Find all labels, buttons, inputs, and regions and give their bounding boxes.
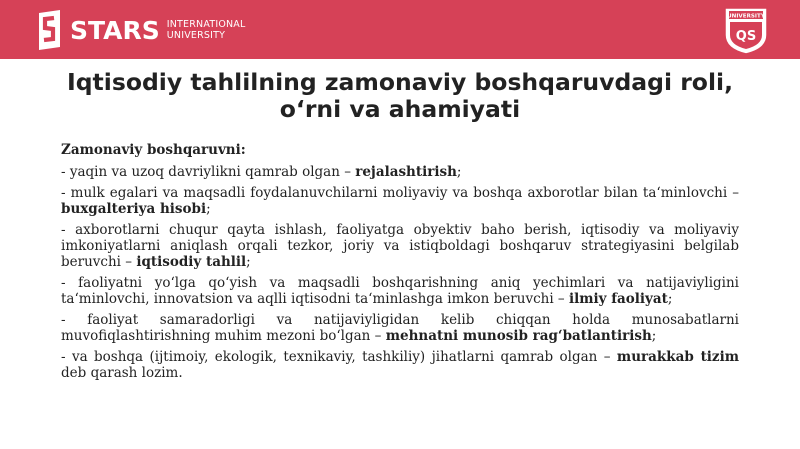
slide-title-line2: o‘rni va ahamiyati bbox=[279, 95, 521, 123]
badge-monogram: QS bbox=[735, 29, 757, 44]
item-end: deb qarash lozim. bbox=[61, 365, 183, 381]
slide-body bbox=[61, 142, 739, 386]
item-end: ; bbox=[456, 164, 462, 180]
item-end: ; bbox=[667, 291, 673, 307]
item-term: ilmiy faoliyat bbox=[568, 291, 668, 307]
item-end: ; bbox=[206, 201, 211, 217]
item-term: rejalashtirish bbox=[355, 164, 457, 180]
university-crest-icon bbox=[722, 5, 770, 55]
list-item-complex-system bbox=[61, 349, 739, 381]
item-end: ; bbox=[246, 254, 251, 270]
brand-subtitle-line1: INTERNATIONAL bbox=[166, 19, 246, 30]
item-term: murakkab tizim bbox=[616, 349, 740, 365]
slide-title bbox=[40, 69, 760, 123]
item-end: ; bbox=[651, 328, 657, 344]
slide-title-line1: Iqtisodiy tahlilning zamonaviy boshqaruvdagi roli, bbox=[66, 68, 733, 96]
item-text: - faoliyat samaradorligi va natijaviyligidan kelib chiqqan holda munosabatlarni muvofiqlashtirishning muhim mezoni bo‘lgan – bbox=[61, 312, 739, 344]
stars-s-logo-icon bbox=[36, 9, 63, 51]
header-bar bbox=[0, 0, 800, 59]
list-item-labor-incentives bbox=[61, 312, 739, 344]
item-text: - yaqin va uzoq davriylikni qamrab olgan – bbox=[61, 164, 356, 180]
item-text: - faoliyatni yo‘lga qo‘yish va maqsadli boshqarishning aniq yechimlari va natijaviyligini ta‘minlovchi, innovatsion va aqlli iqtisodni ta‘minlashga imkon beruvchi – bbox=[61, 275, 739, 307]
brand-subtitle-line2: UNIVERSITY bbox=[166, 30, 226, 41]
item-text: - mulk egalari va maqsadli foydalanuvchilarni moliyaviy va boshqa axborotlar bilan ta‘minlovchi – bbox=[61, 185, 739, 201]
item-term: mehnatni munosib rag‘batlantirish bbox=[385, 328, 652, 344]
item-term: iqtisodiy tahlil bbox=[136, 254, 247, 270]
brand-name: STARS bbox=[70, 15, 160, 45]
list-item-economic-analysis bbox=[61, 222, 739, 270]
stars-logo[interactable] bbox=[36, 9, 246, 51]
list-item-scientific-activity bbox=[61, 275, 739, 307]
list-item-accounting bbox=[61, 185, 739, 217]
badge-text: UNIVERSITY bbox=[727, 13, 765, 20]
list-item-planning bbox=[61, 164, 739, 180]
item-text: - va boshqa (ijtimoiy, ekologik, texnikaviy, tashkiliy) jihatlarni qamrab olgan – bbox=[61, 349, 617, 365]
brand-subtitle bbox=[167, 19, 246, 41]
item-text: - axborotlarni chuqur qayta ishlash, faoliyatga obyektiv baho berish, iqtisodiy va moliyaviy imkoniyatlarni aniqlash orqali tezkor, joriy va istiqboldagi boshqaruv strategiyasini belgilab beruvchi – bbox=[61, 222, 739, 270]
item-term: buxgalteriya hisobi bbox=[61, 201, 207, 217]
body-intro: Zamonaviy boshqaruvni: bbox=[61, 142, 246, 158]
